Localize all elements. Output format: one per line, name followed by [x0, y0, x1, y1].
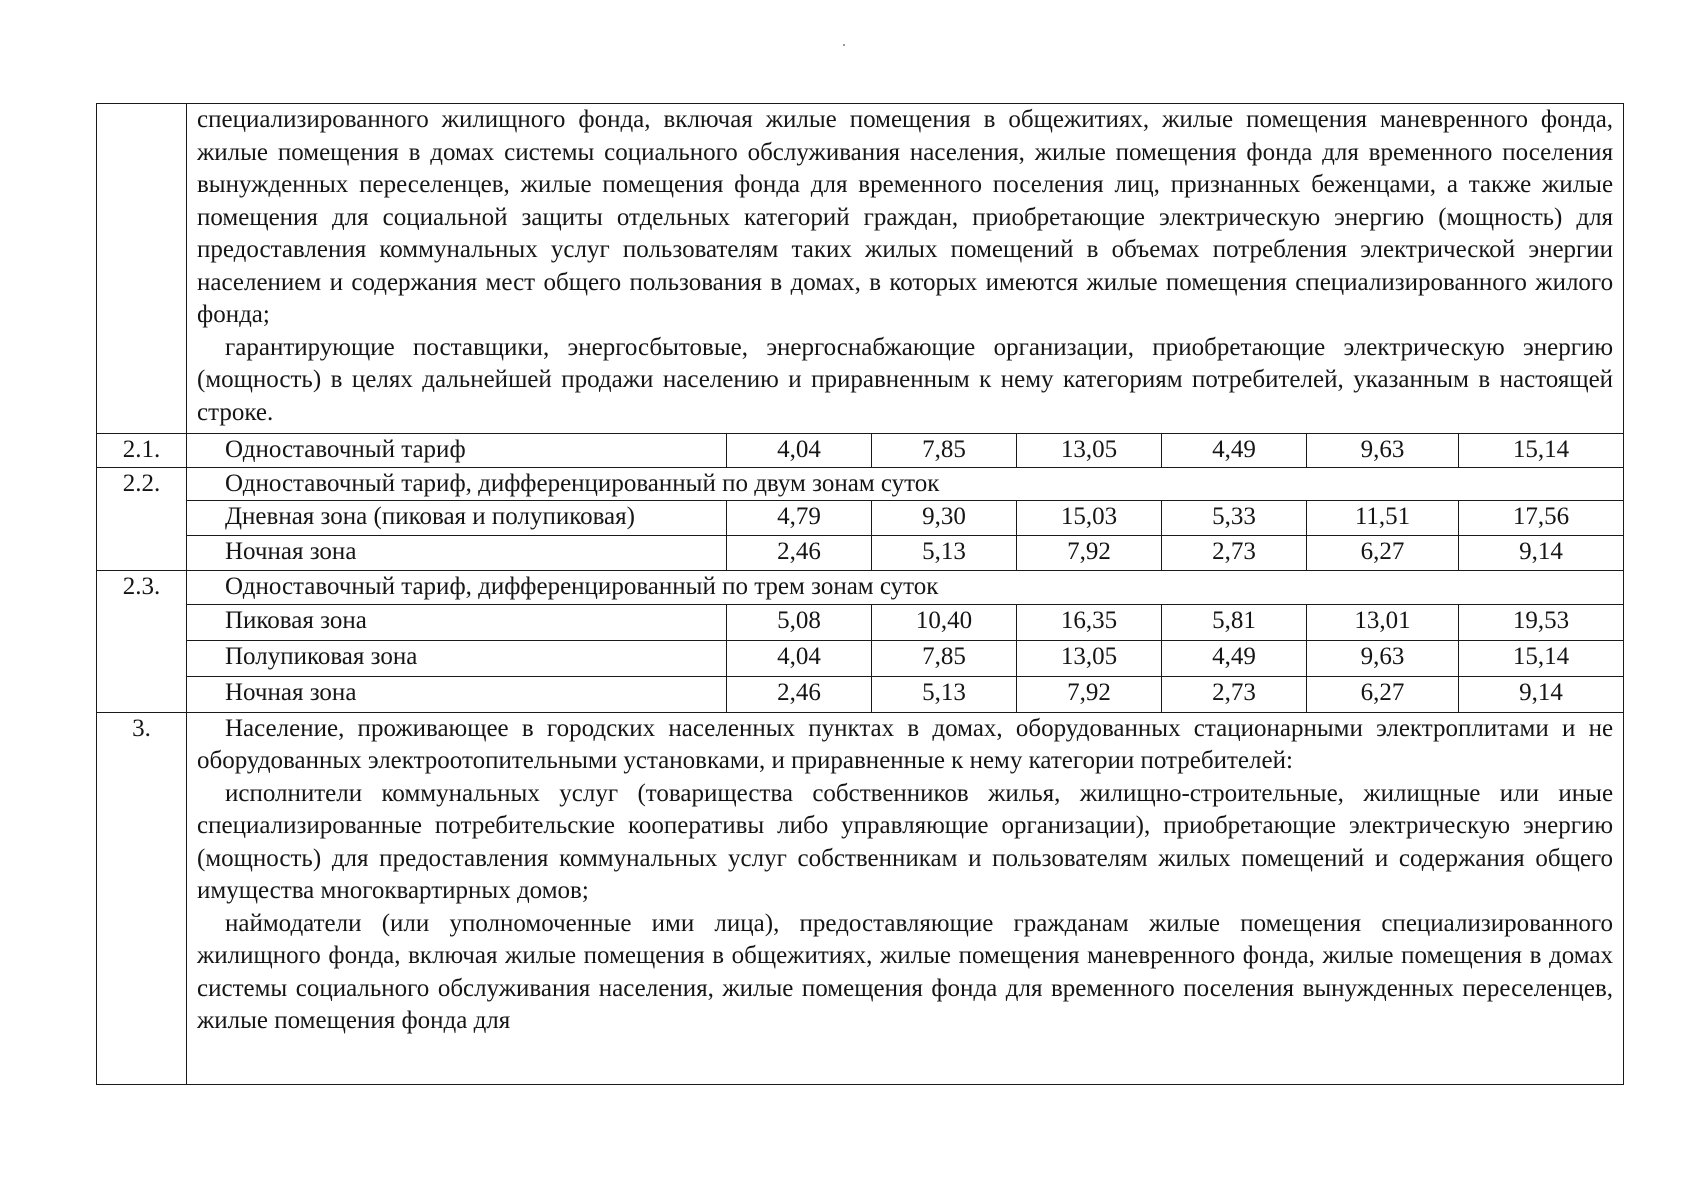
value-cell: 11,51 — [1307, 501, 1459, 536]
row-number: 2.3. — [97, 571, 187, 713]
row-header: Одноставочный тариф, дифференцированный по трем зонам суток — [187, 571, 1624, 605]
value-cell: 4,49 — [1162, 434, 1307, 468]
table-row — [97, 676, 1624, 712]
table-row — [97, 571, 1624, 605]
value-cell: 7,85 — [872, 640, 1017, 676]
value-cell: 16,35 — [1017, 604, 1162, 640]
row-label: Одноставочный тариф — [187, 434, 727, 468]
row-number-cell — [97, 104, 187, 434]
value-cell: 15,14 — [1459, 640, 1624, 676]
value-cell: 17,56 — [1459, 501, 1624, 536]
value-cell: 13,05 — [1017, 434, 1162, 468]
tariff-table — [96, 103, 1624, 1085]
value-cell: 7,92 — [1017, 536, 1162, 571]
table-row — [97, 501, 1624, 536]
value-cell: 15,03 — [1017, 501, 1162, 536]
value-cell: 4,79 — [727, 501, 872, 536]
value-cell: 6,27 — [1307, 536, 1459, 571]
value-cell: 6,27 — [1307, 676, 1459, 712]
value-cell: 9,30 — [872, 501, 1017, 536]
value-cell: 4,04 — [727, 434, 872, 468]
value-cell: 19,53 — [1459, 604, 1624, 640]
row-header: Одноставочный тариф, дифференцированный по двум зонам суток — [187, 467, 1624, 501]
value-cell: 5,13 — [872, 536, 1017, 571]
row-label: Дневная зона (пиковая и полупиковая) — [187, 501, 727, 536]
value-cell: 2,73 — [1162, 536, 1307, 571]
value-cell: 13,05 — [1017, 640, 1162, 676]
row-number: 2.2. — [97, 467, 187, 571]
value-cell: 5,81 — [1162, 604, 1307, 640]
value-cell: 10,40 — [872, 604, 1017, 640]
intro-paragraph-1: специализированного жилищного фонда, включая жилые помещения в общежитиях, жилые помещения маневренного фонда, жилые помещения в домах системы социального обслуживания населения, жилые помещения фонда для временного поселения вынужденных переселенцев, жилые помещения фонда для временного поселения лиц, признанных беженцами, а также жилые помещения для социальной защиты отдельных категорий граждан, приобретающие электрическую энергию (мощность) для предоставления коммунальных услуг пользователям таких жилых помещений в объемах потребления электрической энергии населением и содержания мест общего пользования в домах, в которых имеются жилые помещения специализированного жилого фонда; — [197, 106, 1614, 328]
section-3-paragraph-2: исполнители коммунальных услуг (товарищества собственников жилья, жилищно-строительные, жилищные или иные специализированные потребительские кооперативы либо управляющие организации), приобретающие электрическую энергию (мощность) для предоставления коммунальных услуг собственникам и пользователям жилых помещений и содержания общего имущества многоквартирных домов; — [197, 779, 1614, 904]
scan-speck — [843, 44, 845, 46]
table-row — [97, 640, 1624, 676]
row-label: Пиковая зона — [187, 604, 727, 640]
value-cell: 7,85 — [872, 434, 1017, 468]
intro-paragraph-2: гарантирующие поставщики, энергосбытовые, энергоснабжающие организации, приобретающие электрическую энергию (мощность) в целях дальнейшей продажи населению и приравненным к нему категориям потребителей, указанным в настоящей строке. — [197, 333, 1614, 426]
value-cell: 9,14 — [1459, 536, 1624, 571]
value-cell: 4,04 — [727, 640, 872, 676]
value-cell: 7,92 — [1017, 676, 1162, 712]
value-cell: 2,73 — [1162, 676, 1307, 712]
table-row — [97, 467, 1624, 501]
value-cell: 2,46 — [727, 676, 872, 712]
table-row-intro — [97, 104, 1624, 434]
value-cell: 5,33 — [1162, 501, 1307, 536]
value-cell: 15,14 — [1459, 434, 1624, 468]
section-3-text-cell — [187, 712, 1624, 1085]
value-cell: 9,63 — [1307, 434, 1459, 468]
table-row — [97, 434, 1624, 468]
value-cell: 5,08 — [727, 604, 872, 640]
row-label: Ночная зона — [187, 676, 727, 712]
section-3-paragraph-3: наймодатели (или уполномоченные ими лица), предоставляющие гражданам жилые помещения специализированного жилищного фонда, включая жилые помещения в общежитиях, жилые помещения маневренного фонда, жилые помещения в домах системы социального обслуживания населения, жилые помещения фонда для временного поселения вынужденных переселенцев, жилые помещения фонда для — [197, 909, 1614, 1034]
value-cell: 4,49 — [1162, 640, 1307, 676]
table-row-section-3 — [97, 712, 1624, 1085]
intro-text-cell — [187, 104, 1624, 434]
table-row — [97, 604, 1624, 640]
value-cell: 9,63 — [1307, 640, 1459, 676]
table-row — [97, 536, 1624, 571]
row-number: 2.1. — [97, 434, 187, 468]
row-number: 3. — [97, 712, 187, 1085]
value-cell: 13,01 — [1307, 604, 1459, 640]
section-3-paragraph-1: Население, проживающее в городских населенных пунктах в домах, оборудованных стационарными электроплитами и не оборудованных электроотопительными установками, и приравненные к нему категории потребителей: — [197, 714, 1614, 774]
row-label: Ночная зона — [187, 536, 727, 571]
value-cell: 5,13 — [872, 676, 1017, 712]
value-cell: 9,14 — [1459, 676, 1624, 712]
row-label: Полупиковая зона — [187, 640, 727, 676]
value-cell: 2,46 — [727, 536, 872, 571]
